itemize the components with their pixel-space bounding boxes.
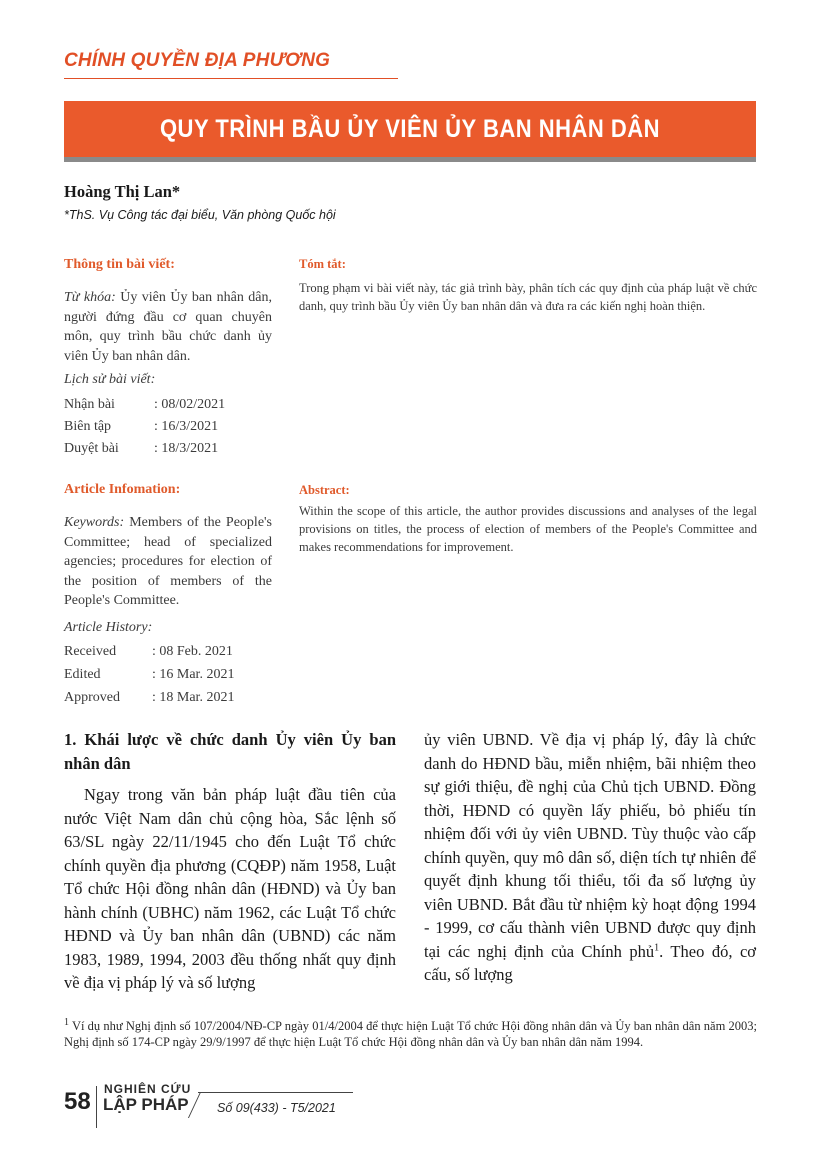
abstract-vi-text: Trong phạm vi bài viết này, tác giả trình bày, phân tích các quy định của pháp luật về chức danh, quy trình bầu Ủy viên Ủy ban nhân dân và đưa ra các kiến nghị hoàn thiện. bbox=[299, 281, 757, 313]
history-en-row bbox=[64, 690, 294, 706]
abstract-en-text: Within the scope of this article, the author provides discussions and analyses of the legal provisions on titles, the process of election of members of the People's Committee and makes recommendations for improvement. bbox=[299, 504, 757, 554]
footer-divider bbox=[96, 1086, 97, 1128]
author-name: Hoàng Thị Lan* bbox=[64, 182, 181, 201]
history-vi-row bbox=[64, 441, 294, 457]
history-en-value: : 08 Feb. 2021 bbox=[152, 644, 233, 659]
author-affiliation: *ThS. Vụ Công tác đại biểu, Văn phòng Quốc hội bbox=[64, 208, 336, 222]
section-heading: 1. Khái lược về chức danh Ủy viên Ủy ban nhân dân bbox=[64, 730, 396, 773]
section-rule bbox=[64, 78, 398, 79]
history-en-key: Edited bbox=[64, 667, 101, 682]
body-paragraph-continued bbox=[424, 728, 756, 987]
footnote-marker: 1 bbox=[64, 1016, 69, 1028]
keywords-vi bbox=[64, 288, 272, 366]
history-en-value: : 16 Mar. 2021 bbox=[152, 667, 235, 682]
history-vi-value: : 18/3/2021 bbox=[154, 441, 219, 456]
info-en-heading: Article Infomation: bbox=[64, 482, 181, 497]
history-vi-label: Lịch sử bài viết: bbox=[64, 372, 156, 387]
history-vi-value: : 08/02/2021 bbox=[154, 397, 226, 412]
body-left-column bbox=[64, 728, 396, 995]
body-right-column bbox=[424, 728, 756, 987]
keywords-en-text: Members of the People's Committee; head of specialized agencies; procedures for election of the position of members of the People's Committee. bbox=[64, 515, 272, 608]
keywords-vi-label: Từ khóa: bbox=[64, 290, 116, 305]
abstract-vi-heading: Tóm tắt: bbox=[299, 257, 346, 271]
info-vi-heading: Thông tin bài viết: bbox=[64, 257, 175, 272]
footnote bbox=[64, 1016, 757, 1050]
body-paragraph: Ngay trong văn bản pháp luật đầu tiên của nước Việt Nam dân chủ cộng hòa, Sắc lệnh số 63/SL ngày 22/11/1945 cho đến Luật Tổ chức chính quyền địa phương (CQĐP) năm 1958, Luật Tổ chức Hội đồng nhân dân (HĐND) và Ủy ban hành chính (UBHC) năm 1962, các Luật Tổ chức HĐND và Ủy ban nhân dân (UBND) các năm 1983, 1989, 1994, 2003 đều thống nhất quy định về địa vị pháp lý và số lượng bbox=[64, 785, 396, 992]
body-paragraph-text: ủy viên UBND. Về địa vị pháp lý, đây là chức danh do HĐND bầu, miễn nhiệm, bãi nhiệm theo sự giới thiệu, đề nghị của Chủ tịch UBND. Đồng thời, HĐND có quyền lấy phiếu, bỏ phiếu tín nhiệm đối với ủy viên UBND. Tùy thuộc vào cấp chính quyền, quy mô dân số, diện tích tự nhiên để quyết định khung tối thiểu, tối đa số lượng ủy viên UBND. Bắt đầu từ nhiệm kỳ hoạt động 1994 - 1999, cơ cấu thành viên UBND được quy định tại các nghị định của Chính phủ bbox=[424, 730, 756, 961]
keywords-en-label: Keywords: bbox=[64, 515, 125, 530]
history-en-row bbox=[64, 644, 294, 660]
history-vi-row bbox=[64, 397, 294, 413]
title-band bbox=[64, 101, 756, 157]
journal-name-main: LẬP PHÁP bbox=[103, 1095, 189, 1114]
issue-number: Số 09(433) - T5/2021 bbox=[217, 1101, 336, 1115]
keywords-en bbox=[64, 513, 272, 611]
footnote-text: Ví dụ như Nghị định số 107/2004/NĐ-CP ngày 01/4/2004 để thực hiện Luật Tổ chức Hội đồng nhân dân và Ủy ban nhân dân năm 2003; Nghị định số 174-CP ngày 29/9/1997 để thực hiện Luật Tổ chức Hội đồng nhân dân và Ủy ban nhân dân năm 1994. bbox=[64, 1019, 757, 1049]
journal-name-top: NGHIÊN CỨU bbox=[104, 1082, 192, 1096]
article-title: QUY TRÌNH BẦU ỦY VIÊN ỦY BAN NHÂN DÂN bbox=[159, 114, 661, 143]
history-vi-value: : 16/3/2021 bbox=[154, 419, 219, 434]
title-shadow bbox=[64, 157, 756, 162]
history-vi-row bbox=[64, 419, 294, 435]
history-en-key: Approved bbox=[64, 690, 120, 705]
section-label: CHÍNH QUYỀN ĐỊA PHƯƠNG bbox=[64, 50, 331, 71]
footer-rule bbox=[198, 1092, 353, 1093]
footnote-ref: 1 bbox=[654, 942, 660, 953]
abstract-en-heading: Abstract: bbox=[299, 483, 350, 497]
history-vi-key: Biên tập bbox=[64, 419, 112, 434]
history-en-label: Article History: bbox=[64, 620, 153, 635]
keywords-vi-text: Ủy viên Ủy ban nhân dân, người đứng đầu cơ quan chuyên môn, quy trình bầu chức danh ủy viên Ủy ban nhân dân. bbox=[64, 290, 272, 364]
body-paragraph-text-end: . Theo đó, cơ cấu, số lượng bbox=[424, 941, 757, 984]
history-vi-key: Duyệt bài bbox=[64, 441, 119, 456]
history-en-row bbox=[64, 667, 294, 683]
history-en-value: : 18 Mar. 2021 bbox=[152, 690, 235, 705]
history-en-key: Received bbox=[64, 644, 117, 659]
history-vi-key: Nhận bài bbox=[64, 397, 115, 412]
page-number: 58 bbox=[64, 1088, 91, 1115]
